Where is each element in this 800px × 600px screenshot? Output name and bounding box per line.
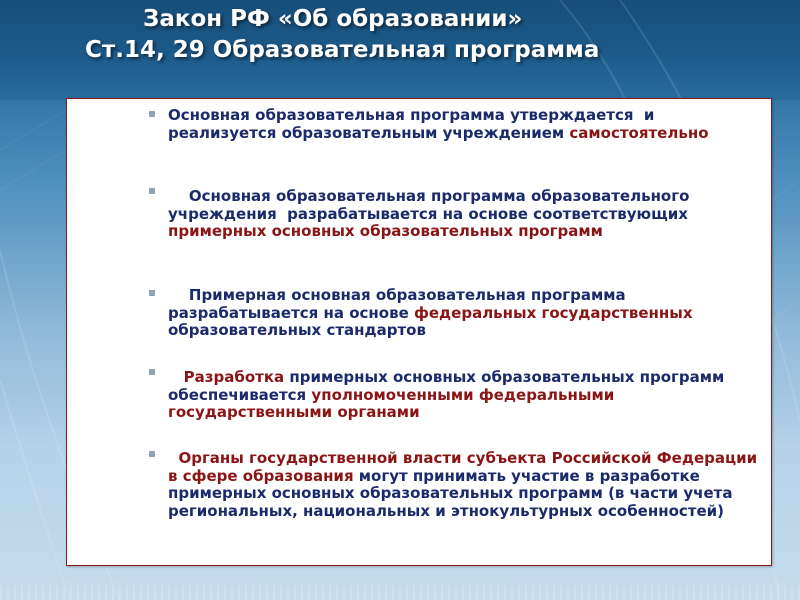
item-text (168, 287, 768, 340)
highlight-run: Разработка (183, 368, 285, 386)
text-run: примерных основных образовательных программ обеспечивается (168, 368, 730, 404)
item-text (168, 107, 768, 142)
bullet-icon (149, 111, 155, 117)
content-box (66, 98, 772, 566)
item-text (168, 188, 768, 241)
bullet-icon (149, 290, 155, 296)
highlight-run: Органы государственной власти субъекта Российской Федерации в сфере образования (168, 449, 763, 485)
highlight-run: примерных основных образовательных программ (168, 222, 603, 240)
slide-title: Закон РФ «Об образовании» (143, 6, 523, 32)
highlight-run: федеральных государственных (413, 303, 693, 322)
bullet-icon (149, 188, 155, 194)
text-run: Основная образовательная программа образовательного учреждения разрабатывается на основе соответствующих (168, 187, 695, 223)
text-run: Примерная основная образовательная программа разрабатывается на основе (168, 286, 631, 322)
text-run: могут принимать участие в разработке примерных основных образовательных программ (в части учета региональных, национальных и этнокультурных особенностей) (168, 466, 738, 520)
highlight-run: уполномоченными федеральными государственными органами (168, 385, 620, 421)
footer-strip (0, 585, 800, 600)
bullet-icon (149, 369, 155, 375)
highlight-run: самостоятельно (569, 123, 709, 142)
text-run: образовательных стандартов (168, 303, 698, 339)
slide-subtitle: Ст.14, 29 Образовательная программа (85, 37, 600, 63)
text-run (168, 368, 184, 386)
item-text (168, 369, 768, 422)
text-run (168, 449, 178, 467)
bullet-icon (149, 451, 155, 457)
item-text (168, 450, 768, 520)
text-run: Основная образовательная программа утверждается и реализуется образовательным учреждением (168, 106, 660, 142)
